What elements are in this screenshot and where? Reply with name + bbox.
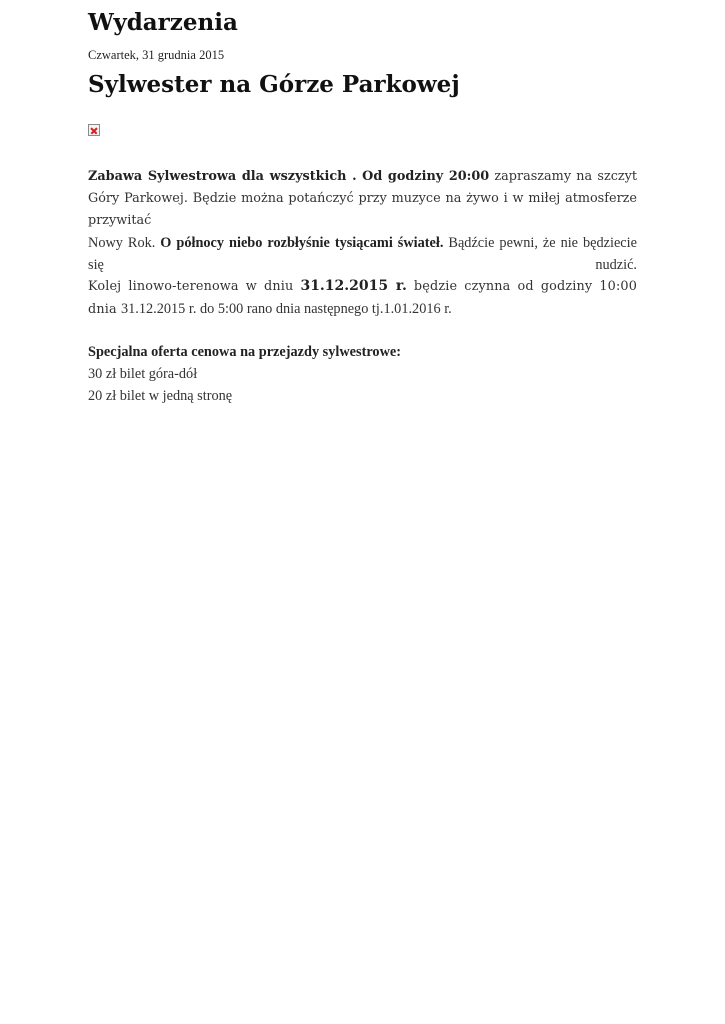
paragraph-line: [88, 232, 637, 276]
offer-item: 30 zł bilet góra-dół: [88, 366, 198, 382]
paragraph-line: [88, 166, 637, 232]
offer-heading: Specjalna oferta cenowa na przejazdy sylwestrowe:: [88, 344, 402, 360]
article-title: Sylwester na Górze Parkowej: [88, 71, 460, 98]
new-year-text: Nowy Rok.: [88, 235, 161, 251]
offer-item: 20 zł bilet w jedną stronę: [88, 388, 233, 404]
fireworks-text: O północy niebo rozbłyśnie tysiącami świateł.: [160, 235, 444, 251]
event-intro-text: Zabawa Sylwestrowa dla wszystkich . Od godziny 20:00: [88, 169, 490, 184]
cable-car-paragraph: [88, 275, 637, 321]
broken-image-icon: [88, 124, 100, 136]
price-offer: [88, 341, 637, 407]
closing-text: Bądźcie pewni, że nie będziecie się nudzić.: [88, 235, 637, 273]
cable-car-text: Kolej linowo-terenowa w dniu: [88, 279, 301, 294]
section-title: Wydarzenia: [88, 9, 238, 36]
event-description-paragraph: [88, 166, 637, 276]
invitation-text: zapraszamy na szczyt Góry Parkowej. Będzie można potańczyć przy muzyce na żywo i w miłej atmosferze przywitać: [88, 169, 638, 228]
article-date: Czwartek, 31 grudnia 2015: [88, 48, 225, 62]
cable-car-date: 31.12.2015 r.: [300, 278, 407, 294]
cable-car-end-time: 31.12.2015 r. do 5:00 rano dnia następnego tj.1.01.2016 r.: [120, 301, 452, 317]
cable-car-hours: będzie czynna od godziny 10:00 dnia: [88, 279, 637, 317]
